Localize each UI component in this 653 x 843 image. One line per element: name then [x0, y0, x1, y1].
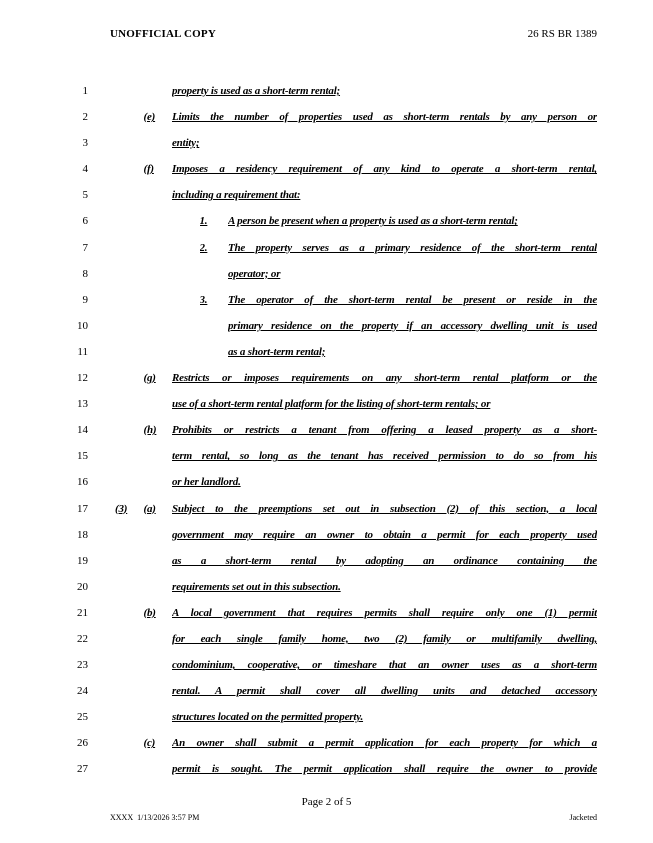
document-line — [0, 469, 653, 495]
document-line — [0, 130, 653, 156]
line-text: operator; or — [228, 267, 281, 280]
line-number: 23 — [77, 659, 88, 672]
line-content — [115, 678, 597, 704]
line-number: 11 — [77, 345, 88, 358]
line-text: Restricts or imposes requirements on any short-term rental platform or the — [172, 372, 597, 385]
line-content — [115, 182, 597, 208]
line-text: structures located on the permitted property. — [172, 711, 364, 724]
document-line — [0, 235, 653, 261]
indent-spacer — [115, 417, 144, 443]
document-line — [0, 104, 653, 130]
line-text: A local government that requires permits shall require only one (1) permit — [172, 606, 597, 619]
line-number: 10 — [77, 319, 88, 332]
paragraph-label: (e) — [143, 111, 156, 124]
line-number: 20 — [77, 580, 88, 593]
line-number: 5 — [82, 189, 88, 202]
line-text: Subject to the preemptions set out in subsection (2) of this section, a local — [172, 502, 597, 515]
document-line — [0, 417, 653, 443]
page-footer — [110, 813, 597, 822]
line-number: 27 — [77, 763, 88, 776]
indent-spacer — [115, 78, 172, 104]
line-text: condominium, cooperative, or timeshare that an owner uses as a short-term — [172, 659, 597, 672]
line-number: 13 — [77, 398, 88, 411]
document-line — [0, 626, 653, 652]
paragraph-label: (h) — [143, 424, 157, 437]
bill-number: 26 RS BR 1389 — [527, 28, 597, 40]
indent-spacer — [115, 469, 172, 495]
page-header — [110, 28, 597, 41]
indent-spacer — [115, 574, 172, 600]
line-content — [115, 391, 597, 417]
paragraph-label: (g) — [143, 372, 156, 385]
document-line — [0, 261, 653, 287]
line-text: Imposes a residency requirement of any kind to operate a short-term rental, — [172, 163, 597, 176]
indent-spacer — [115, 756, 172, 782]
line-content — [115, 78, 597, 104]
document-line — [0, 313, 653, 339]
document-line — [0, 704, 653, 730]
line-number: 6 — [82, 215, 88, 228]
line-content — [115, 469, 597, 495]
line-content — [115, 574, 597, 600]
line-number: 1 — [82, 85, 88, 97]
line-number: 16 — [77, 476, 88, 489]
indent-spacer — [115, 365, 144, 391]
indent-spacer — [115, 548, 172, 574]
paragraph-label: (c) — [143, 737, 156, 750]
draft-timestamp: XXXX 1/13/2026 3:57 PM — [110, 813, 200, 822]
line-number: 2 — [82, 111, 88, 124]
line-content — [115, 652, 597, 678]
line-number: 4 — [82, 163, 88, 176]
line-content — [115, 756, 597, 782]
line-text: government may require an owner to obtain a permit for each property used — [172, 528, 597, 541]
document-line — [0, 339, 653, 365]
line-text: use of a short-term rental platform for the listing of short-term rentals; or — [172, 398, 491, 411]
indent-spacer — [115, 600, 144, 626]
line-content — [115, 235, 597, 261]
line-content — [115, 548, 597, 574]
paragraph-label: (f) — [143, 163, 154, 176]
indent-spacer — [115, 182, 172, 208]
line-number: 12 — [77, 372, 88, 385]
document-line — [0, 574, 653, 600]
document-line — [0, 182, 653, 208]
line-number: 26 — [77, 737, 88, 750]
document-line — [0, 391, 653, 417]
line-content — [115, 626, 597, 652]
page-number: Page 2 of 5 — [301, 796, 352, 808]
line-text: as a short-term rental by adopting an ordinance containing the — [172, 554, 597, 567]
line-text: An owner shall submit a permit application for each property for which a — [172, 737, 597, 750]
line-text: as a short-term rental; — [228, 345, 326, 358]
document-line — [0, 208, 653, 234]
paragraph-label: 2. — [199, 241, 208, 254]
document-line — [0, 443, 653, 469]
indent-spacer — [115, 730, 144, 756]
line-content — [115, 287, 597, 313]
line-content — [115, 339, 597, 365]
indent-spacer — [115, 156, 144, 182]
indent-spacer — [115, 130, 172, 156]
line-text: The property serves as a primary residence of the short-term rental — [228, 241, 597, 254]
indent-spacer — [115, 235, 200, 261]
line-content — [115, 365, 597, 391]
line-number: 14 — [77, 424, 88, 437]
document-line — [0, 548, 653, 574]
line-text: rental. A permit shall cover all dwelling units and detached accessory — [172, 685, 597, 698]
document-line — [0, 600, 653, 626]
line-content — [115, 104, 597, 130]
document-line — [0, 522, 653, 548]
document-line — [0, 652, 653, 678]
line-content — [115, 730, 597, 756]
line-text: Limits the number of properties used as short-term rentals by any person or — [172, 111, 597, 124]
indent-spacer — [115, 261, 228, 287]
document-line — [0, 287, 653, 313]
line-number: 22 — [77, 632, 88, 645]
indent-spacer — [115, 652, 172, 678]
line-text: for each single family home, two (2) family or multifamily dwelling, — [172, 632, 597, 645]
document-line — [0, 678, 653, 704]
line-number: 19 — [77, 554, 88, 567]
document-line — [0, 156, 653, 182]
line-text: term rental, so long as the tenant has received permission to do so from his — [172, 450, 597, 463]
jacketed-label: Jacketed — [569, 813, 597, 822]
line-text: The operator of the short-term rental be present or reside in the — [228, 293, 597, 306]
indent-spacer — [115, 313, 228, 339]
line-number: 8 — [82, 267, 88, 280]
line-content — [115, 496, 597, 522]
line-number: 18 — [77, 528, 88, 541]
line-number: 15 — [77, 450, 88, 463]
indent-spacer — [115, 522, 172, 548]
line-content — [115, 417, 597, 443]
indent-spacer — [115, 443, 172, 469]
line-content — [115, 522, 597, 548]
paragraph-label: (3) — [115, 502, 128, 515]
unofficial-copy-stamp: UNOFFICIAL COPY — [110, 28, 216, 40]
line-number: 24 — [77, 685, 88, 698]
line-text: property is used as a short-term rental; — [172, 85, 341, 97]
indent-spacer — [115, 104, 144, 130]
indent-spacer — [115, 208, 200, 234]
line-number: 17 — [77, 502, 88, 515]
bill-text-body — [0, 78, 653, 783]
paragraph-label: 3. — [199, 293, 208, 306]
line-text: requirements set out in this subsection. — [172, 580, 341, 593]
line-text: A person be present when a property is used as a short-term rental; — [228, 215, 518, 228]
line-content — [115, 600, 597, 626]
indent-spacer — [115, 678, 172, 704]
line-text: primary residence on the property if an accessory dwelling unit is used — [228, 319, 597, 332]
document-line — [0, 756, 653, 782]
line-text: entity; — [172, 137, 200, 150]
line-content — [115, 704, 597, 730]
line-content — [115, 130, 597, 156]
paragraph-label: (b) — [143, 606, 156, 619]
line-content — [115, 313, 597, 339]
indent-spacer — [115, 339, 228, 365]
paragraph-label: 1. — [199, 215, 208, 228]
paragraph-label: (a) — [143, 502, 156, 515]
line-number: 7 — [82, 241, 88, 254]
line-text: permit is sought. The permit application shall require the owner to provide — [172, 763, 597, 776]
line-number: 9 — [82, 293, 88, 306]
line-text: including a requirement that: — [172, 189, 301, 202]
document-line — [0, 730, 653, 756]
document-line — [0, 496, 653, 522]
indent-spacer — [115, 704, 172, 730]
line-text: or her landlord. — [172, 476, 241, 489]
line-number: 25 — [77, 711, 88, 724]
indent-spacer — [115, 391, 172, 417]
indent-spacer — [115, 287, 200, 313]
line-number: 3 — [82, 137, 88, 150]
line-content — [115, 156, 597, 182]
line-content — [115, 208, 597, 234]
line-content — [115, 261, 597, 287]
line-number: 21 — [77, 606, 88, 619]
line-content — [115, 443, 597, 469]
line-text: Prohibits or restricts a tenant from offering a leased property as a short- — [172, 424, 597, 437]
indent-spacer — [115, 626, 172, 652]
document-line — [0, 78, 653, 104]
document-line — [0, 365, 653, 391]
